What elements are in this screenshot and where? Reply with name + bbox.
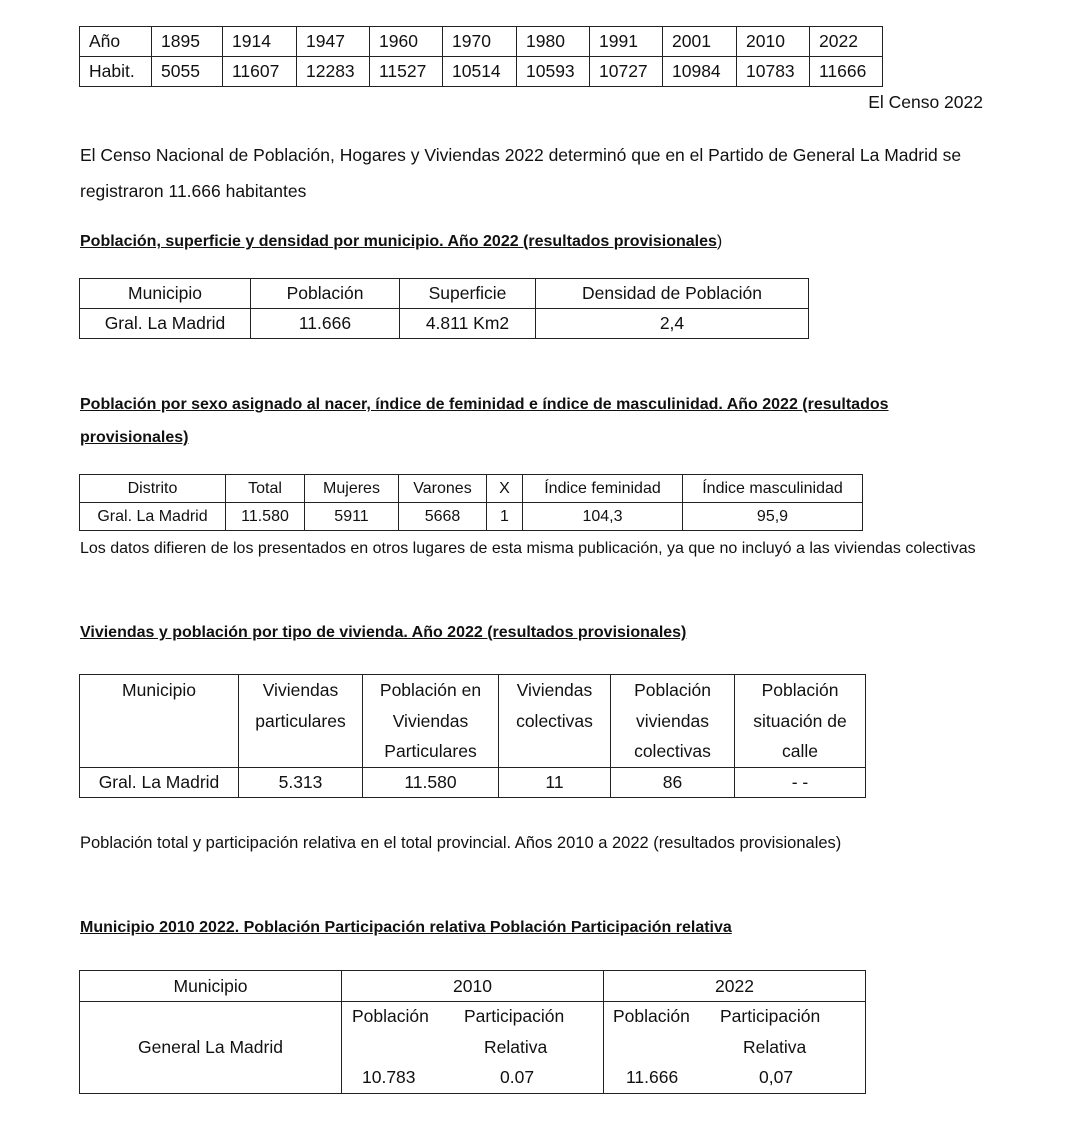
year-cell: 1895 [152,27,223,57]
poblacion-label: Población [613,1006,690,1026]
header-cell: Distrito [80,475,226,503]
relativa-label: Relativa [484,1037,548,1057]
header-cell [239,675,363,768]
table-row [80,768,866,798]
table-row [80,675,866,768]
row-label-year: Año [80,27,152,57]
section1-heading-tail: ) [716,233,723,250]
header-cell: Población [251,279,400,309]
header-cell [363,675,499,768]
year-cell: 2001 [663,27,737,57]
data-cell: 11.666 [251,309,400,339]
header-cell: Varones [399,475,487,503]
participacion-label: Participación [464,1006,565,1026]
section1-heading [80,233,722,251]
table-row [80,503,863,531]
data-cell: 5911 [305,503,399,531]
population-cell: 12283 [297,57,370,87]
poblacion-label: Población [352,1006,429,1026]
header-line: situación de [753,710,847,731]
year-cell: 2010 [737,27,810,57]
section3-heading: Viviendas y población por tipo de vivienda. Año 2022 (resultados provisionales) [80,624,687,641]
header-cell: Índice feminidad [523,475,683,503]
row-label-population: Habit. [80,57,152,87]
year-cell: 1960 [370,27,443,57]
header-line: Viviendas [262,680,339,700]
header-line: Población en [379,680,482,700]
header-line: colectivas [516,710,593,731]
header-cell [735,675,866,768]
year-cell: 1914 [223,27,297,57]
section2-note: Los datos difieren de los presentados en otros lugares de esta misma publicación, ya que no incluyó a las viviendas colectivas [80,540,976,557]
section4-title: Población total y participación relativa en el total provincial. Años 2010 a 2022 (resultados provisionales) [80,834,842,852]
header-cell [611,675,735,768]
year-2010-cell [342,1002,604,1094]
data-cell: 86 [611,768,735,798]
header-cell: Superficie [400,279,536,309]
header-cell: Índice masculinidad [683,475,863,503]
data-cell: Gral. La Madrid [80,309,251,339]
header-line: Viviendas [392,710,469,731]
data-cell: 104,3 [523,503,683,531]
year-2022-cell [604,1002,866,1094]
part-2010-value: 0.07 [500,1067,535,1087]
section2-heading: Población por sexo asignado al nacer, índice de feminidad e índice de masculinidad. Año 2022 (resultados provisionales) [80,396,889,446]
density-table [79,278,809,339]
data-cell: 4.811 Km2 [400,309,536,339]
header-cell: 2010 [342,971,604,1002]
population-cell: 10593 [517,57,590,87]
pop-2022-value: 11.666 [626,1067,679,1087]
data-cell: Gral. La Madrid [80,503,226,531]
header-line: Viviendas [516,680,593,700]
table-row [80,309,809,339]
header-line: particulares [255,710,346,731]
header-cell: Densidad de Población [536,279,809,309]
header-cell: 2022 [604,971,866,1002]
participation-table [79,970,866,1094]
intro-paragraph: El Censo Nacional de Población, Hogares y Viviendas 2022 determinó que en el Partido de General La Madrid se registraron 11.666 habitantes [80,145,962,201]
participacion-label: Participación [720,1006,821,1026]
population-cell: 11607 [223,57,297,87]
population-cell: 11666 [810,57,883,87]
header-line: colectivas [634,741,711,761]
census-history-table [79,26,883,87]
table-row [80,279,809,309]
data-cell: 11.580 [363,768,499,798]
table-row [80,57,883,87]
pop-2010-value: 10.783 [362,1067,416,1087]
housing-table [79,674,866,798]
population-cell: 5055 [152,57,223,87]
section4-heading: Municipio 2010 2022. Población Participación relativa Población Participación relativa [80,919,732,936]
part-2022-value: 0,07 [759,1067,794,1087]
census-caption: El Censo 2022 [868,92,983,112]
sex-index-table [79,474,863,531]
header-cell: X [487,475,523,503]
data-cell: 95,9 [683,503,863,531]
municipio-cell: General La Madrid [80,1002,342,1094]
data-cell: 11 [499,768,611,798]
header-line: Municipio [122,680,196,700]
relativa-label: Relativa [743,1037,807,1057]
data-cell: 5668 [399,503,487,531]
data-cell: 2,4 [536,309,809,339]
year-cell: 1980 [517,27,590,57]
population-cell: 10783 [737,57,810,87]
header-cell [80,675,239,768]
header-line: Población [761,680,839,700]
table-row [80,27,883,57]
header-line: Población [634,680,711,700]
header-cell: Mujeres [305,475,399,503]
table-row [80,1002,866,1094]
data-cell: 11.580 [226,503,305,531]
population-cell: 10514 [443,57,517,87]
year-cell: 1991 [590,27,663,57]
header-line: Particulares [384,741,477,761]
year-cell: 1970 [443,27,517,57]
data-cell: 1 [487,503,523,531]
data-cell: Gral. La Madrid [80,768,239,798]
section1-heading-text: Población, superficie y densidad por municipio. Año 2022 (resultados provisionales [80,233,717,250]
year-cell: 2022 [810,27,883,57]
table-row [80,971,866,1002]
header-cell: Total [226,475,305,503]
population-cell: 10984 [663,57,737,87]
header-cell: Municipio [80,971,342,1002]
header-line: calle [782,741,818,761]
header-line: viviendas [636,710,709,731]
table-row [80,475,863,503]
header-cell [499,675,611,768]
population-cell: 10727 [590,57,663,87]
population-cell: 11527 [370,57,443,87]
data-cell: - - [735,768,866,798]
year-cell: 1947 [297,27,370,57]
header-cell: Municipio [80,279,251,309]
data-cell: 5.313 [239,768,363,798]
